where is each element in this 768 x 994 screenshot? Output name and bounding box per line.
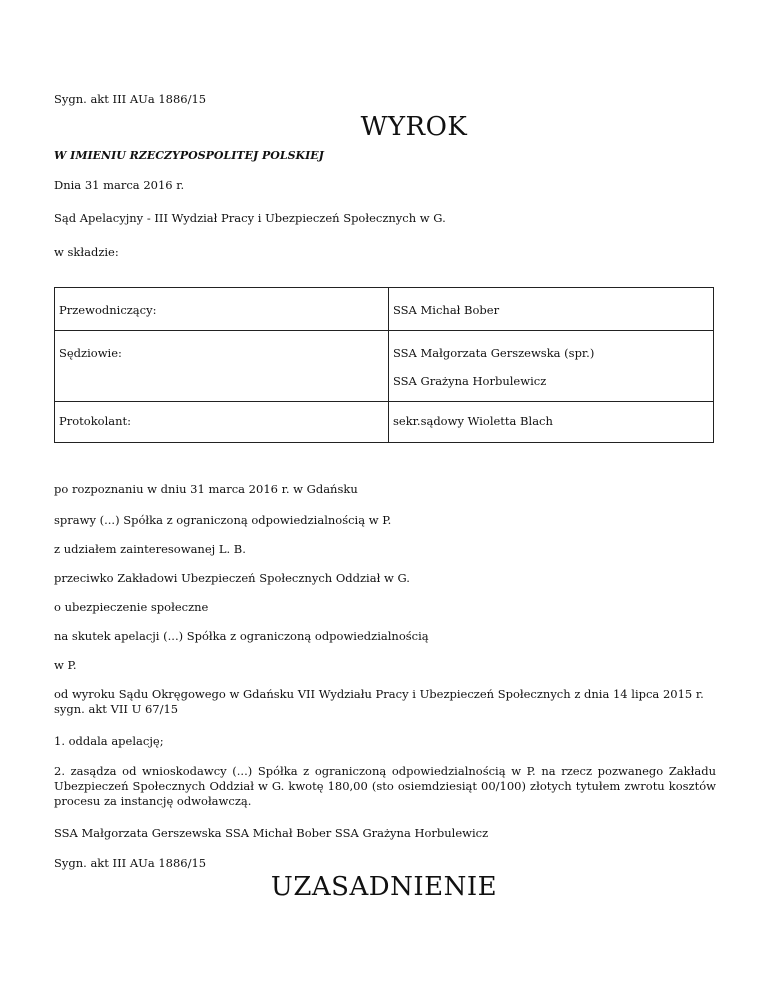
verdict-title: WYROK	[360, 112, 468, 142]
presiding-label: Przewodniczący:	[59, 303, 157, 317]
panel-row-presiding	[55, 288, 714, 331]
judges-label: Sędziowie:	[59, 346, 122, 360]
judges-signatures: SSA Małgorzata Gerszewska SSA Michał Bober SSA Grażyna Horbulewicz	[54, 826, 489, 840]
appeal-info: na skutek apelacji (...) Spółka z ograniczoną odpowiedzialnością	[54, 629, 429, 643]
lower-court-ruling: od wyroku Sądu Okręgowego w Gdańsku VII Wydziału Pracy i Ubezpieczeń Społecznych z dnia 14 lipca 2015 r. sygn. akt VII U 67/15	[54, 687, 704, 716]
panel-row-clerk	[55, 402, 714, 443]
verdict-subtitle: W IMIENIU RZECZYPOSPOLITEJ POLSKIEJ	[54, 149, 324, 162]
case-reference-2: Sygn. akt III AUa 1886/15	[54, 856, 207, 870]
clerk-name: sekr.sądowy Wioletta Blach	[393, 414, 553, 428]
case-reference: Sygn. akt III AUa 1886/15	[54, 92, 207, 106]
judge-2-name: SSA Grażyna Horbulewicz	[393, 374, 547, 388]
interested-party: z udziałem zainteresowanej L. B.	[54, 542, 246, 556]
presiding-name: SSA Michał Bober	[393, 303, 500, 317]
court-name: Sąd Apelacyjny - III Wydział Pracy i Ubezpieczeń Społecznych w G.	[54, 211, 446, 225]
ruling-item-2: 2. zasądza od wnioskodawcy (...) Spółka z ograniczoną odpowiedzialnością w P. na rzecz pozwanego Zakładu Ubezpieczeń Społecznych Oddział w G. kwotę 180,00 (sto osiemdziesiąt 00/100) złotych tytułem zwrotu kosztów procesu za instancję odwoławczą.	[54, 764, 716, 808]
case-subject: o ubezpieczenie społeczne	[54, 600, 209, 614]
panel-row-judges	[55, 331, 714, 402]
case-party: sprawy (...) Spółka z ograniczoną odpowiedzialnością w P.	[54, 513, 392, 527]
appeal-location: w P.	[54, 658, 77, 672]
court-panel-table	[54, 287, 714, 443]
ruling-item-1: 1. oddala apelację;	[54, 734, 164, 748]
verdict-date: Dnia 31 marca 2016 r.	[54, 178, 185, 192]
hearing-info: po rozpoznaniu w dniu 31 marca 2016 r. w Gdańsku	[54, 482, 358, 496]
clerk-label: Protokolant:	[59, 414, 132, 428]
justification-title: UZASADNIENIE	[270, 872, 498, 902]
opposing-party: przeciwko Zakładowi Ubezpieczeń Społecznych Oddział w G.	[54, 571, 410, 585]
judge-1-name: SSA Małgorzata Gerszewska (spr.)	[393, 346, 595, 360]
composition-label: w składzie:	[54, 245, 119, 259]
